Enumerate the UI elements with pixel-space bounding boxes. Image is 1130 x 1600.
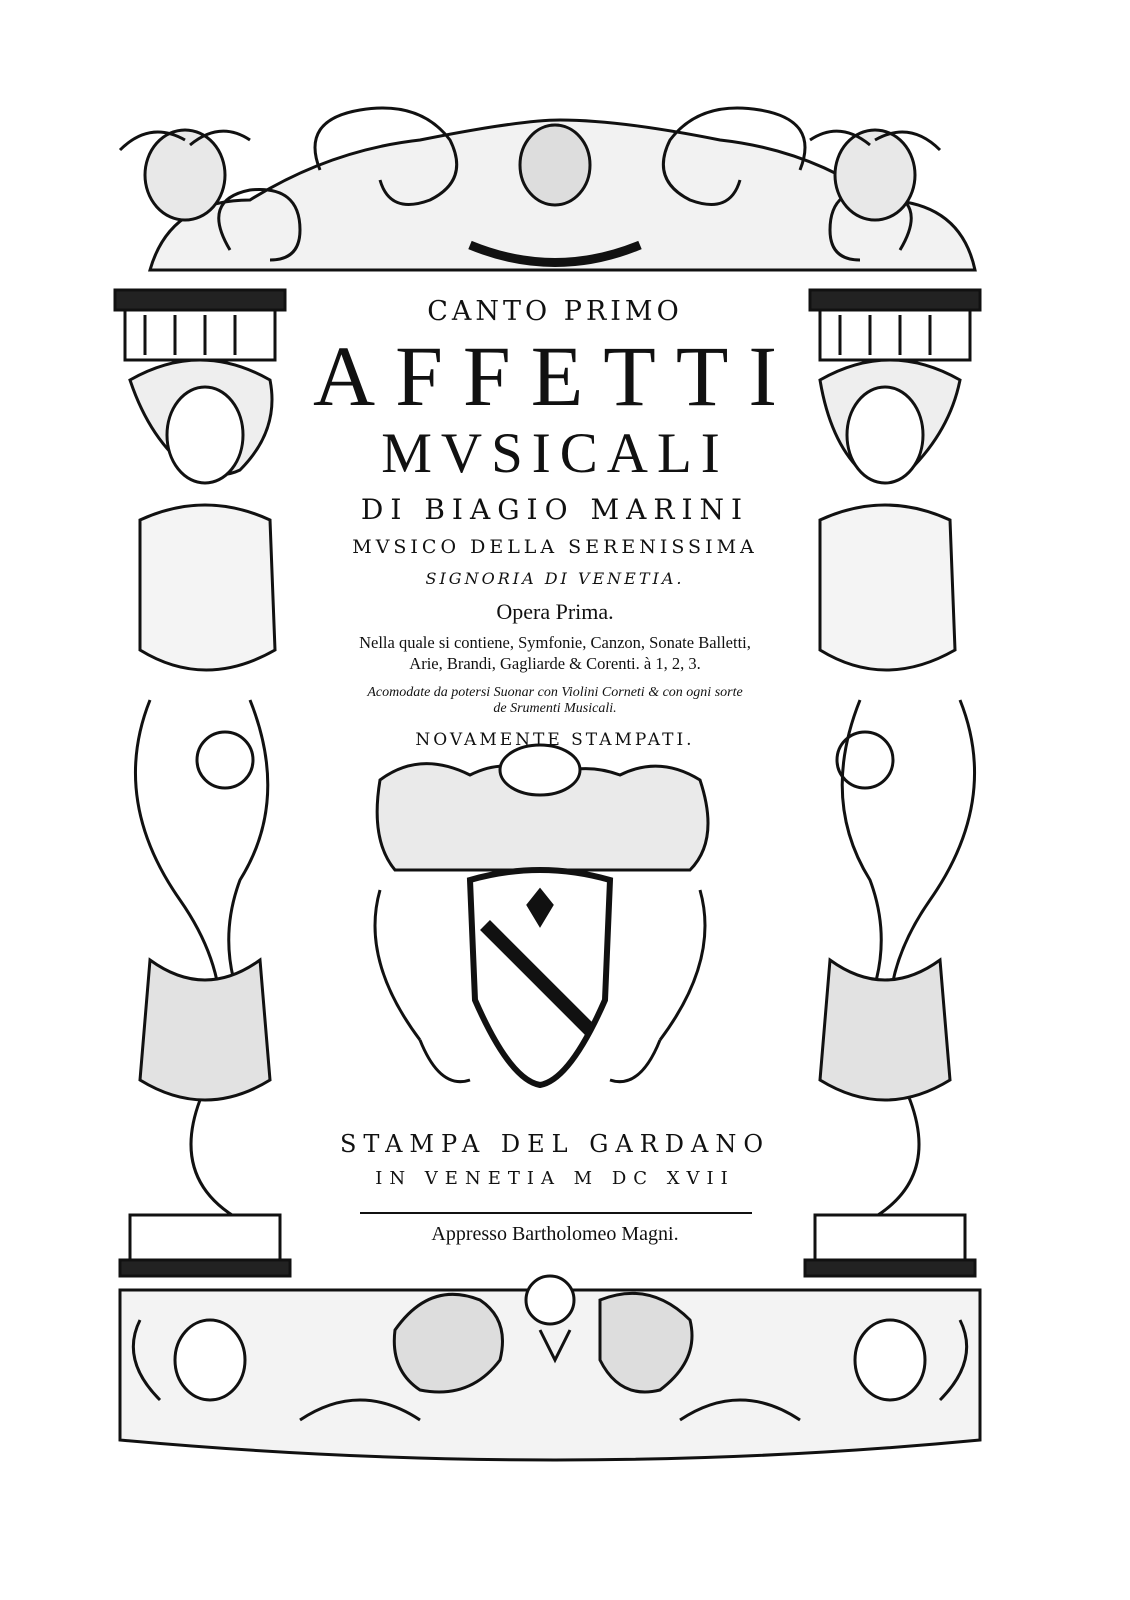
left-capital xyxy=(115,290,285,360)
title-text-block xyxy=(290,290,820,749)
top-cartouche-ornament xyxy=(120,108,975,270)
position-line-2: SIGNORIA DI VENETIA. xyxy=(425,569,685,588)
imprint-rule xyxy=(360,1212,752,1214)
canto-line: CANTO PRIMO xyxy=(427,296,683,327)
contents-line-1: Nella quale si contiene, Symfonie, Canzon, Sonate Balletti, xyxy=(359,633,751,652)
bottom-cartouche-ornament xyxy=(120,1276,980,1460)
right-base xyxy=(805,1215,975,1276)
author-line: DI BIAGIO MARINI xyxy=(360,493,750,526)
coat-of-arms xyxy=(375,745,708,1085)
instruments-line-1: Acomodate da potersi Suonar con Violini Corneti & con ogni sorte xyxy=(367,685,743,700)
position-line-1: MVSICO DELLA SERENISSIMA xyxy=(352,536,758,558)
title-line-1: AFFETTI xyxy=(313,328,797,424)
opus-line: Opera Prima. xyxy=(496,599,614,624)
left-caryatid-figure xyxy=(130,360,275,1220)
right-caryatid-figure xyxy=(820,360,975,1220)
new-print-line: NOVAMENTE STAMPATI. xyxy=(415,730,695,750)
place-year-line: IN VENETIA M DC XVII xyxy=(375,1168,735,1189)
right-capital xyxy=(810,290,980,360)
publisher-line: Appresso Bartholomeo Magni. xyxy=(431,1223,679,1245)
printer-line: STAMPA DEL GARDANO xyxy=(339,1130,771,1158)
instruments-line-2: de Srumenti Musicali. xyxy=(493,701,617,716)
title-line-2: MVSICALI xyxy=(381,422,729,485)
left-base xyxy=(120,1215,290,1276)
contents-line-2: Arie, Brandi, Gagliarde & Corenti. à 1, 2, 3. xyxy=(409,653,701,673)
